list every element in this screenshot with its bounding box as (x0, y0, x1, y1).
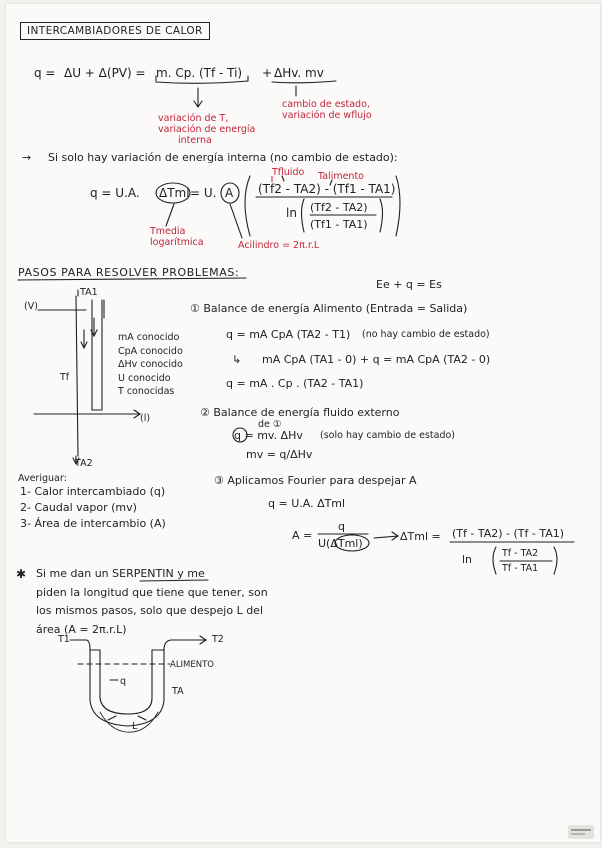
step3-a-lhs: A = (292, 529, 313, 542)
serpentin-note: Si me dan un SERPENTIN y me piden la longitud que tiene que tener, son los mismos pasos, solo que despejo L del área (A = 2π.r.L) (36, 567, 268, 636)
step2-l1-note: (solo hay cambio de estado) (320, 430, 456, 441)
step3-a-num: q (338, 520, 345, 533)
step3-tml-ln: ln (462, 553, 473, 566)
eq1-term1: m. Cp. (Tf - Ti) (156, 66, 243, 80)
known-list: mA conocido CpA conocido ΔHv conocido U conocido T conocidas (118, 332, 183, 397)
step3-tml-fden: Tf - TA1 (502, 563, 539, 574)
label-tml: Tmedia logarítmica (150, 226, 204, 248)
label-alimento: Talimento (318, 171, 364, 182)
diag2-t1: T1 (58, 634, 70, 645)
eq2-frac-num: (Tf2 - TA2) (310, 201, 368, 214)
step2-title: ② Balance de energía fluido externo (200, 406, 400, 419)
step1-l3: q = mA . Cp . (TA2 - TA1) (226, 377, 364, 390)
find-list: 1- Calor intercambiado (q) 2- Caudal vapor (mv) 3- Área de intercambio (A) (20, 485, 166, 530)
step2-de: de ① (258, 419, 282, 430)
eq1-note1: variación de T, variación de energía interna (158, 113, 256, 146)
eq2-num: (Tf2 - TA2) - (Tf1 - TA1) (258, 182, 396, 196)
diag2-alimento: ALIMENTO (170, 660, 215, 670)
step2-l2: mv = q/ΔHv (246, 448, 313, 461)
energy-balance: Ee + q = Es (376, 278, 442, 291)
diag1-ta2: TA2 (75, 458, 93, 469)
step3-title: ③ Aplicamos Fourier para despejar A (214, 474, 417, 487)
step1-l1: q = mA CpA (TA2 - T1) (226, 328, 351, 341)
step3-l1: q = U.A. ΔTml (268, 497, 346, 510)
diag1-l: (l) (140, 413, 151, 424)
eq1-term2: ΔHv. mv (274, 66, 324, 80)
label-area: Acilindro = 2π.r.L (238, 240, 320, 251)
eq2-eq: = U. (190, 186, 217, 200)
eq1-mid: ΔU + Δ(PV) = (64, 66, 146, 80)
step3-tml-num: (Tf - TA2) - (Tf - TA1) (452, 527, 565, 540)
eq2-tml: ΔTml (159, 186, 190, 200)
eq2-ln: ln (286, 206, 297, 220)
step1-arrow: ↳ (232, 353, 242, 366)
asterisk-icon: ✱ (16, 567, 27, 581)
eq2-lhs: q = U.A. (90, 186, 140, 200)
diag2-q: q (120, 676, 127, 687)
step3-tml-eq: ΔTml = (400, 530, 441, 543)
scanner-logo (568, 824, 594, 838)
step1-l1-note: (no hay cambio de estado) (362, 329, 490, 340)
find-header: Averiguar: (18, 473, 67, 484)
eq1-plus: + (262, 66, 273, 80)
eq2-frac-den: (Tf1 - TA1) (310, 218, 368, 231)
eq2-intro-arrow: → (22, 151, 32, 164)
eq1-lhs: q = (34, 66, 56, 80)
diag1-tf: Tf (60, 372, 70, 383)
diag1-v: (V) (24, 301, 38, 312)
diag2-l: L (132, 721, 138, 732)
step3-tml-fnum: Tf - TA2 (502, 548, 539, 559)
diag1-ta1: TA1 (80, 287, 98, 298)
eq2-intro: Si solo hay variación de energía interna (no cambio de estado): (48, 151, 398, 164)
diag2-ta: TA (172, 686, 184, 697)
eq2-a: A (225, 186, 234, 200)
step3-a-den: U(ΔTml) (318, 537, 363, 550)
step1-title: ① Balance de energía Alimento (Entrada = Salida) (190, 302, 468, 315)
page-title: INTERCAMBIADORES DE CALOR (20, 22, 210, 40)
step1-l2: mA CpA (TA1 - 0) + q = mA CpA (TA2 - 0) (262, 353, 491, 366)
diag2-t2: T2 (212, 634, 224, 645)
step2-l1: q = mv. ΔHv (234, 429, 303, 442)
steps-header: PASOS PARA RESOLVER PROBLEMAS: (18, 266, 240, 279)
eq1-note2: cambio de estado, variación de wflujo (282, 99, 372, 121)
label-fluido: Tfluido (272, 167, 305, 178)
